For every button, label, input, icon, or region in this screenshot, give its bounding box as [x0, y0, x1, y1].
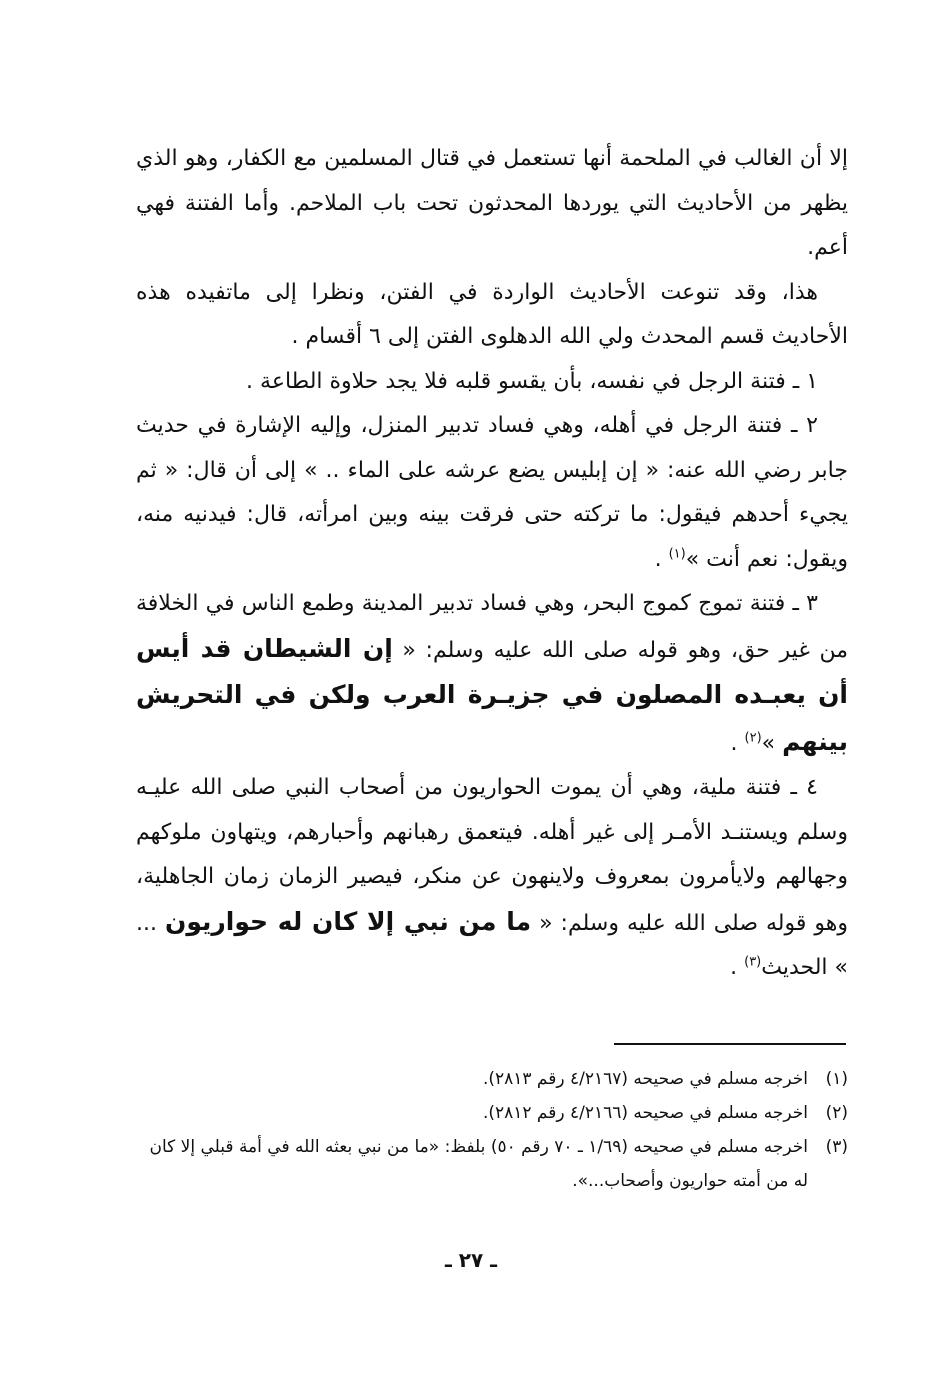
paragraph-item-1: [136, 360, 848, 405]
hadith-quote-bold: ما من نبي إلا كان له حواريون: [165, 906, 532, 936]
footnote-3: [136, 1130, 848, 1198]
hadith-quote-bold: إن الشيطان قد أيس أن يعبـده المصلون في جزيـرة العرب ولكن في التحريش بينهم: [136, 633, 848, 756]
quote-close: ... » الحديث: [136, 910, 848, 980]
footnote-ref-1: (١): [668, 546, 686, 562]
footnote-ref-2: (٢): [744, 730, 762, 746]
paragraph-tail: .: [654, 546, 669, 572]
footnote-1: [136, 1062, 848, 1096]
footnote-number: (٣): [825, 1137, 848, 1157]
footnotes: [136, 1062, 848, 1198]
footnote-number: (٢): [825, 1103, 848, 1123]
paragraph-item-2: [136, 404, 848, 582]
footnote-text: اخرجه مسلم في صحيحه (٤/٢١٦٦ رقم ٢٨١٢).: [482, 1103, 808, 1123]
paragraph-item-4: [136, 766, 848, 991]
main-text: [136, 137, 848, 991]
paragraph-tail: .: [730, 730, 745, 756]
footnote-separator: [614, 1043, 846, 1045]
paragraph-tail: .: [730, 955, 745, 980]
footnote-text: اخرجه مسلم في صحيحه (١/٦٩ ـ ٧٠ رقم ٥٠) بلفظ: «ما من نبي بعثه الله في أمة قبلي إلا كان له من أمته حواريون وأصحاب...».: [149, 1137, 808, 1191]
paragraph-text: ١ ـ فتنة الرجل في نفسه، بأن يقسو قلبه فلا يجد حلاوة الطاعة .: [246, 368, 818, 394]
paragraph-division: [136, 271, 848, 360]
paragraph-item-3: [136, 582, 848, 766]
footnote-number: (١): [825, 1069, 848, 1089]
paragraph-text: ٤ ـ فتنة ملية، وهي أن يموت الحواريون من أصحاب النبي صلى الله عليـه وسلم ويستنـد الأمـر إلى غير أهله. فيتعمق رهبانهم وأحبارهم، ويتهاون ملوكهم وجهالهم ولايأمرون بمعروف ولاينهون عن منكر، فيصير الزمان زمان الجاهلية، وهو قوله صلى الله عليه وسلم: «: [136, 775, 848, 936]
paragraph-intro: [136, 137, 848, 271]
paragraph-text: هذا، وقد تنوعت الأحاديث الواردة في الفتن، ونظرا إلى ماتفيده هذه الأحاديث قسم المحدث ولي الله الدهلوى الفتن إلى ٦ أقسام .: [136, 279, 848, 349]
footnote-text: اخرجه مسلم في صحيحه (٤/٢١٦٧ رقم ٢٨١٣).: [482, 1069, 808, 1089]
paragraph-text: إلا أن الغالب في الملحمة أنها تستعمل في قتال المسلمين مع الكفار، وهو الذي يظهر من الأحاديث التي يوردها المحدثون تحت باب الملاحم. وأما الفتنة فهي أعم.: [136, 146, 848, 260]
quote-close: »: [761, 730, 783, 756]
footnote-2: [136, 1096, 848, 1130]
paragraph-text: ٣ ـ فتنة تموج كموج البحر، وهي فساد تدبير المدينة وطمع الناس في الخلافة من غير حق، وهو قوله صلى الله عليه وسلم: «: [136, 591, 848, 663]
paragraph-text: ٢ ـ فتنة الرجل في أهله، وهي فساد تدبير المنزل، وإليه الإشارة في حديث جابر رضي الله عنه: « إن إبليس يضع عرشه على الماء .. » إلى أن قال: « ثم يجيء أحدهم فيقول: ما تركته حتى فرقت بينه وبين امرأته، قال: فيدنيه منه، ويقول: نعم أنت »: [136, 413, 848, 572]
footnote-ref-3: (٣): [744, 954, 762, 970]
page-number: ـ ٢٧ ـ: [444, 1248, 498, 1272]
